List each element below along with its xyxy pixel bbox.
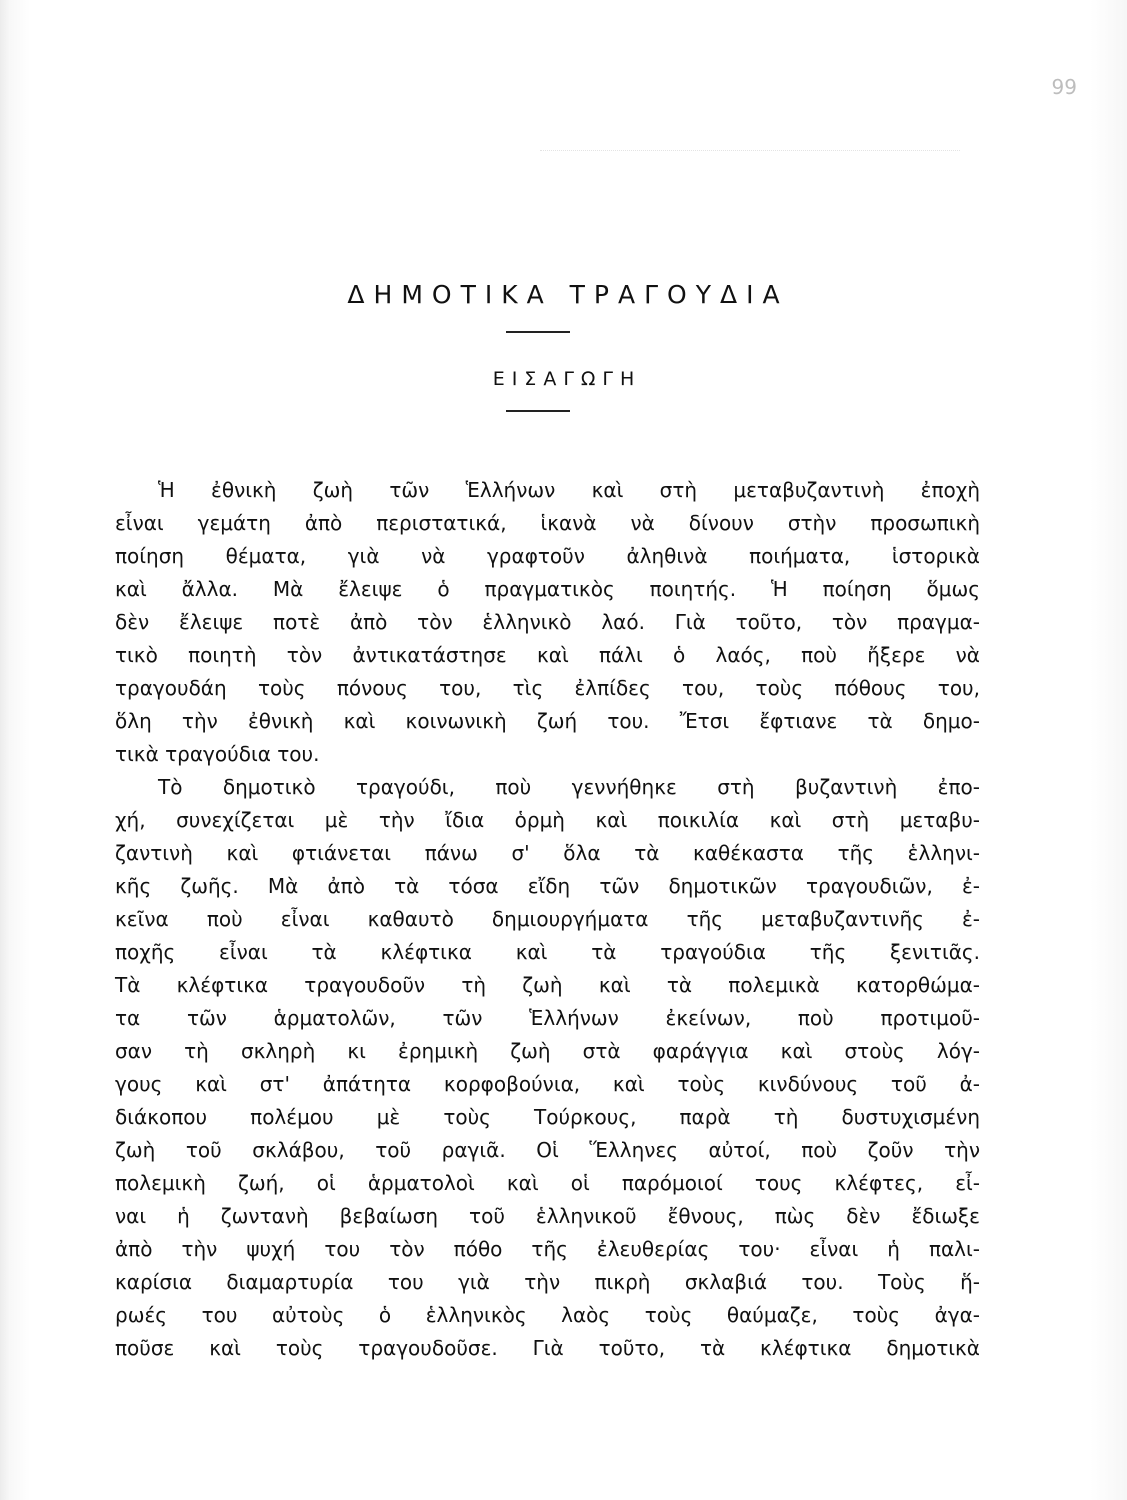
text-line: γους καὶ στ' ἀπάτητα κορφοβούνια, καὶ τοὺς κινδύνους τοῦ ἀ-: [115, 1072, 980, 1096]
page-title: ΔΗΜΟΤΙΚΑ ΤΡΑΓΟΥΔΙΑ: [347, 280, 789, 309]
page-number: 99: [1051, 75, 1077, 99]
text-line: τα τῶν ἁρματολῶν, τῶν Ἑλλήνων ἐκείνων, ποὺ προτιμοῦ-: [115, 1006, 980, 1030]
text-line: ποίηση θέματα, γιὰ νὰ γραφτοῦν ἀληθινὰ ποιήματα, ἱστορικὰ: [115, 544, 980, 568]
paragraph-2: [115, 771, 980, 1365]
text-line: ποχῆς εἶναι τὰ κλέφτικα καὶ τὰ τραγούδια τῆς ξενιτιᾶς.: [115, 940, 980, 964]
text-line: εἶναι γεμάτη ἀπὸ περιστατικά, ἱκανὰ νὰ δίνουν στὴν προσωπικὴ: [115, 511, 980, 535]
text-line: ζωὴ τοῦ σκλάβου, τοῦ ραγιᾶ. Οἱ Ἕλληνες αὐτοί, ποὺ ζοῦν τὴν: [115, 1138, 980, 1162]
text-line: Ἡ ἐθνικὴ ζωὴ τῶν Ἑλλήνων καὶ στὴ μεταβυζαντινὴ ἐποχὴ: [158, 478, 980, 502]
bleed-through-texture: [540, 150, 960, 165]
text-line: Τὰ κλέφτικα τραγουδοῦν τὴ ζωὴ καὶ τὰ πολεμικὰ κατορθώμα-: [115, 973, 980, 997]
text-line: ρωές του αὐτοὺς ὁ ἑλληνικὸς λαὸς τοὺς θαύμαζε, τοὺς ἀγα-: [115, 1303, 980, 1327]
text-line: τραγουδάη τοὺς πόνους του, τὶς ἐλπίδες του, τοὺς πόθους του,: [115, 676, 980, 700]
title-divider: [506, 331, 570, 333]
text-line: καὶ ἄλλα. Μὰ ἔλειψε ὁ πραγματικὸς ποιητής. Ἡ ποίηση ὅμως: [115, 577, 980, 601]
text-line: τικὰ τραγούδια του.: [115, 742, 320, 766]
text-line: διάκοπου πολέμου μὲ τοὺς Τούρκους, παρὰ τὴ δυστυχισμένη: [115, 1105, 980, 1129]
text-line: πολεμικὴ ζωή, οἱ ἁρματολοὶ καὶ οἱ παρόμοιοί τους κλέφτες, εἶ-: [115, 1171, 980, 1195]
text-line: τικὸ ποιητὴ τὸν ἀντικατάστησε καὶ πάλι ὁ λαός, ποὺ ἤξερε νὰ: [115, 643, 980, 667]
text-line: ζαντινὴ καὶ φτιάνεται πάνω σ' ὅλα τὰ καθέκαστα τῆς ἑλληνι-: [115, 841, 980, 865]
subtitle-divider: [506, 410, 570, 412]
text-line: χή, συνεχίζεται μὲ τὴν ἴδια ὁρμὴ καὶ ποικιλία καὶ στὴ μεταβυ-: [115, 808, 980, 832]
text-line: Τὸ δημοτικὸ τραγούδι, ποὺ γεννήθηκε στὴ βυζαντινὴ ἐπο-: [158, 775, 980, 799]
section-subtitle: ΕΙΣΑΓΩΓΗ: [492, 368, 642, 390]
text-line: σαν τὴ σκληρὴ κι ἐρημικὴ ζωὴ στὰ φαράγγια καὶ στοὺς λόγ-: [115, 1039, 980, 1063]
text-line: ὅλη τὴν ἐθνικὴ καὶ κοινωνικὴ ζωή του. Ἔτσι ἔφτιανε τὰ δημο-: [115, 709, 980, 733]
text-line: ναι ἡ ζωντανὴ βεβαίωση τοῦ ἑλληνικοῦ ἔθνους, πὼς δὲν ἔδιωξε: [115, 1204, 980, 1228]
text-line: κεῖνα ποὺ εἶναι καθαυτὸ δημιουργήματα τῆς μεταβυζαντινῆς ἐ-: [115, 907, 980, 931]
body-text: [115, 474, 980, 1365]
text-line: καρίσια διαμαρτυρία του γιὰ τὴν πικρὴ σκλαβιά του. Τοὺς ἥ-: [115, 1270, 980, 1294]
text-line: ἀπὸ τὴν ψυχή του τὸν πόθο τῆς ἐλευθερίας του· εἶναι ἡ παλι-: [115, 1237, 980, 1261]
paragraph-1: [115, 474, 980, 771]
text-line: ποῦσε καὶ τοὺς τραγουδοῦσε. Γιὰ τοῦτο, τὰ κλέφτικα δημοτικὰ: [115, 1336, 980, 1360]
text-line: δὲν ἔλειψε ποτὲ ἀπὸ τὸν ἑλληνικὸ λαό. Γιὰ τοῦτο, τὸν πραγμα-: [115, 610, 980, 634]
text-line: κῆς ζωῆς. Μὰ ἀπὸ τὰ τόσα εἴδη τῶν δημοτικῶν τραγουδιῶν, ἐ-: [115, 874, 980, 898]
